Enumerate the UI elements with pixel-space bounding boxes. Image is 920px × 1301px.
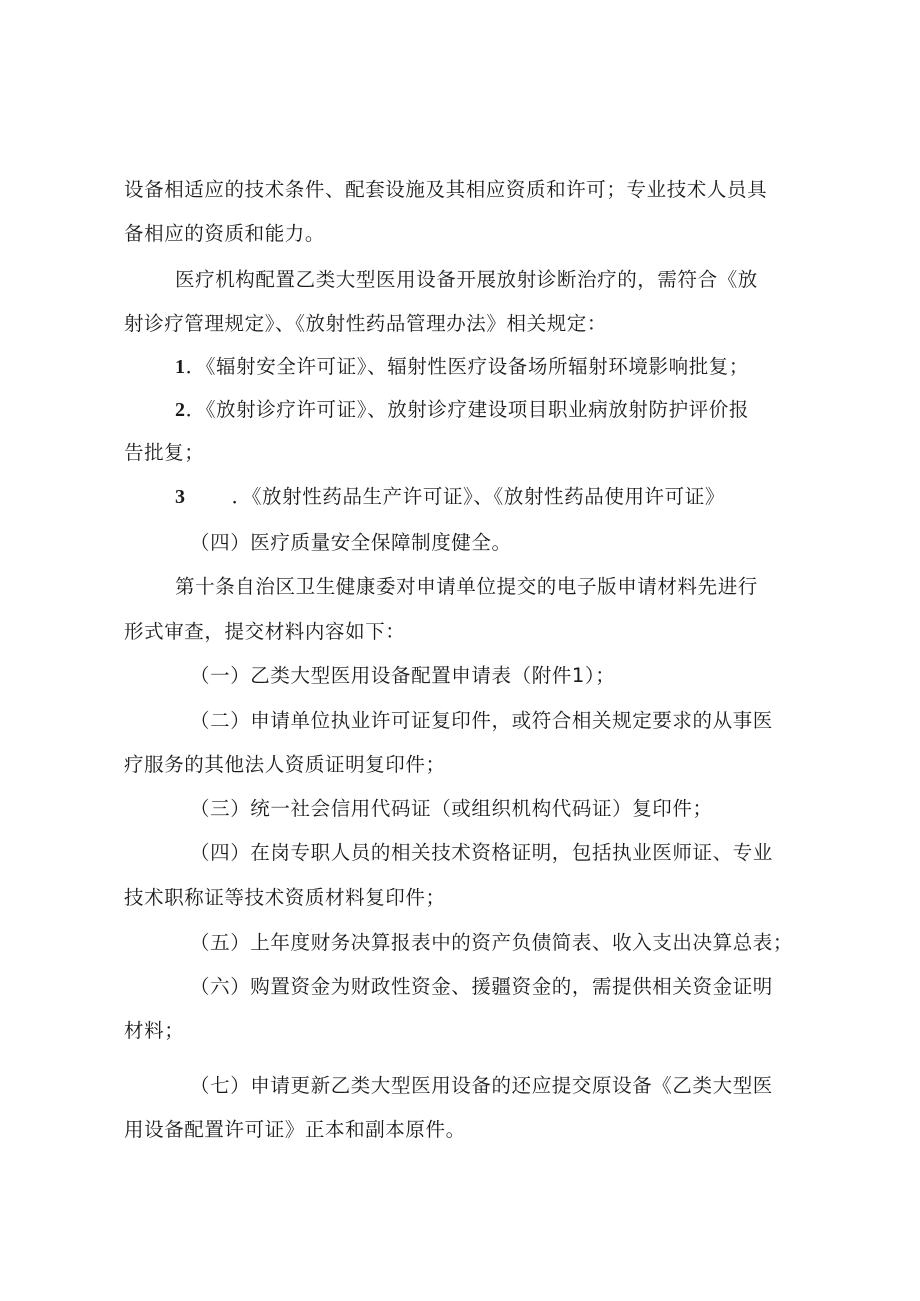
paragraph-line: 告批复； — [124, 441, 205, 464]
paragraph-line: 形式审查，提交材料内容如下： — [124, 620, 406, 643]
paragraph-line: （四）在岗专职人员的相关技术资格证明，包括执业医师证、专业 — [190, 841, 773, 864]
paragraph-line: （一）乙类大型医用设备配置申请表（附件1）； — [190, 664, 616, 687]
paragraph-line: 备相应的资质和能力。 — [124, 222, 326, 245]
paragraph-line: 医疗机构配置乙类大型医用设备开展放射诊断治疗的，需符合《放 — [175, 268, 758, 291]
paragraph-line: 第十条自治区卫生健康委对申请单位提交的电子版申请材料先进行 — [175, 575, 758, 598]
paragraph-line: （三）统一社会信用代码证（或组织机构代码证）复印件； — [190, 797, 713, 820]
item-text: ．《放射诊疗许可证》、放射诊疗建设项目职业病放射防护评价报 — [185, 398, 750, 421]
paragraph-line: 技术职称证等技术资质材料复印件； — [124, 886, 446, 909]
item-text: ．《辐射安全许可证》、辐射性医疗设备场所辐射环境影响批复； — [185, 355, 750, 378]
numbered-item-2 — [0, 398, 920, 422]
numbered-item-3 — [0, 485, 920, 509]
paragraph-line: （七）申请更新乙类大型医用设备的还应提交原设备《乙类大型医 — [190, 1074, 773, 1097]
item-number: 2 — [175, 399, 186, 421]
paragraph-line: 疗服务的其他法人资质证明复印件； — [124, 753, 446, 776]
item-number: 3 — [175, 486, 186, 508]
item-text: ．《放射性药品生产许可证》、《放射性药品使用许可证》 — [231, 485, 725, 508]
numbered-item-1 — [0, 355, 920, 379]
paragraph-line: （四）医疗质量安全保障制度健全。 — [190, 531, 512, 554]
item-number: 1 — [175, 356, 186, 378]
paragraph-line: （二）申请单位执业许可证复印件，或符合相关规定要求的从事医 — [190, 709, 773, 732]
paragraph-line: （五）上年度财务决算报表中的资产负债简表、收入支出决算总表； — [190, 931, 794, 954]
paragraph-line: 用设备配置许可证》正本和副本原件。 — [124, 1118, 466, 1141]
paragraph-line: 设备相适应的技术条件、配套设施及其相应资质和许可；专业技术人员具 — [124, 178, 768, 201]
paragraph-line: 射诊疗管理规定》、《放射性药品管理办法》相关规定： — [124, 312, 608, 335]
paragraph-line: 材料； — [124, 1019, 185, 1042]
paragraph-line: （六）购置资金为财政性资金、援疆资金的，需提供相关资金证明 — [190, 975, 773, 998]
